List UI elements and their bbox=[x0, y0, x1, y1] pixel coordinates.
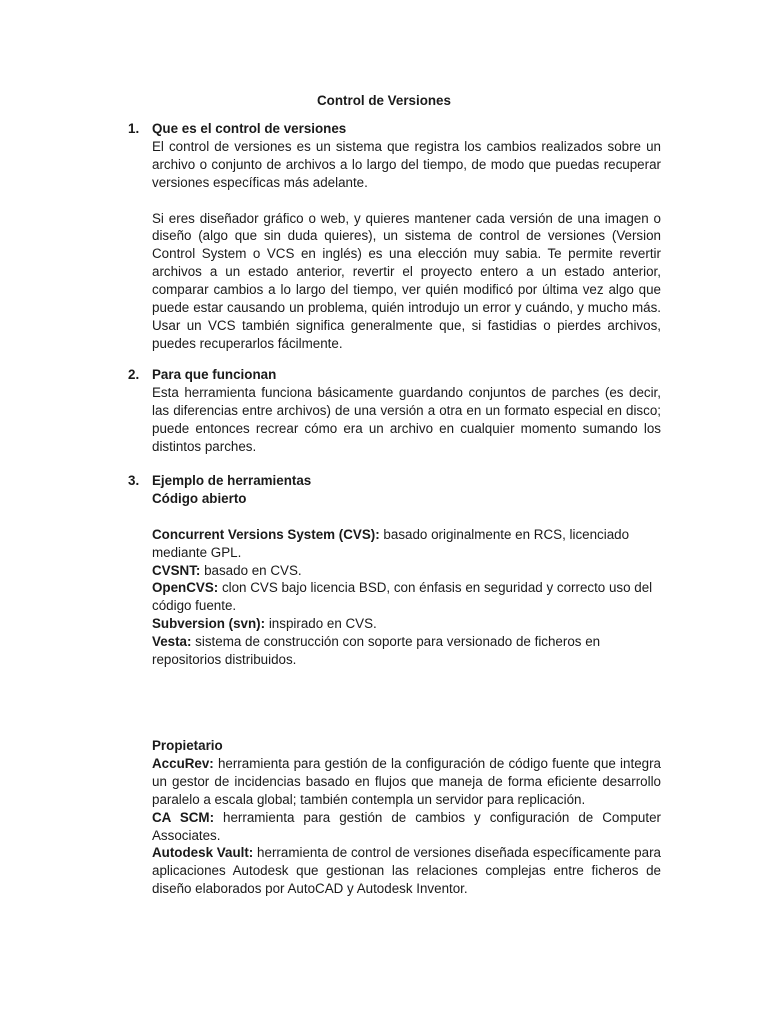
tool-desc: basado originalmente en RCS, licenciado mediante GPL. bbox=[152, 526, 630, 560]
section-body bbox=[152, 737, 661, 898]
paragraph: El control de versiones es un sistema que registra los cambios realizados sobre un archivo o conjunto de archivos a lo largo del tiempo, de modo que puedas recuperar versiones específicas más adelante. bbox=[152, 138, 661, 190]
tool-entry bbox=[152, 579, 661, 615]
section-number: 3. bbox=[128, 473, 140, 488]
tool-desc: herramienta de control de versiones diseñada específicamente para aplicaciones Autodesk que gestionan las relaciones complejas entre ficheros de diseño elaborados por AutoCAD y Autodesk Inventor. bbox=[152, 845, 661, 897]
tool-entry bbox=[152, 633, 661, 669]
tool-desc: inspirado en CVS. bbox=[265, 616, 377, 632]
tool-entry bbox=[152, 615, 661, 633]
section-heading: Que es el control de versiones bbox=[152, 121, 347, 136]
section-body bbox=[152, 472, 661, 669]
section-number: 1. bbox=[128, 121, 140, 136]
section-heading: Ejemplo de herramientas bbox=[152, 473, 312, 488]
tool-entry bbox=[152, 844, 661, 898]
tool-entry bbox=[152, 526, 661, 562]
tool-name: AccuRev: bbox=[152, 755, 214, 771]
section-number: 2. bbox=[128, 367, 140, 382]
tool-name: Vesta: bbox=[152, 634, 192, 650]
tool-name: OpenCVS: bbox=[152, 580, 219, 596]
tool-entry bbox=[152, 562, 661, 580]
paragraph: Esta herramienta funciona básicamente guardando conjuntos de parches (es decir, las diferencias entre archivos) de una versión a otra en un formato especial en disco; puede entonces recrear cómo era un archivo en cualquier momento sumando los distintos parches. bbox=[152, 384, 661, 454]
section-body bbox=[152, 366, 661, 456]
section-body bbox=[152, 120, 661, 353]
section-heading: Para que funcionan bbox=[152, 367, 277, 382]
tool-desc: basado en CVS. bbox=[200, 562, 302, 578]
tool-name: Subversion (svn): bbox=[152, 616, 266, 632]
document-title: Control de Versiones bbox=[317, 93, 451, 108]
tool-name: Concurrent Versions System (CVS): bbox=[152, 526, 380, 542]
tool-desc: herramienta para gestión de la configuración de código fuente que integra un gestor de incidencias basado en flujos que maneja de forma eficiente desarrollo paralelo a escala global; también contempla un servidor para replicación. bbox=[152, 755, 661, 807]
tool-name: Autodesk Vault: bbox=[152, 845, 254, 861]
subheading-open-source: Código abierto bbox=[152, 490, 247, 506]
open-source-list bbox=[152, 526, 661, 669]
proprietary-list bbox=[152, 755, 661, 898]
tool-name: CA SCM: bbox=[152, 809, 215, 825]
tool-name: CVSNT: bbox=[152, 562, 201, 578]
tool-desc: herramienta para gestión de cambios y configuración de Computer Associates. bbox=[152, 809, 661, 843]
tool-entry bbox=[152, 809, 661, 845]
tool-desc: clon CVS bajo licencia BSD, con énfasis en seguridad y correcto uso del código fuente. bbox=[152, 580, 653, 614]
subheading-proprietary: Propietario bbox=[152, 738, 223, 753]
paragraph: Si eres diseñador gráfico o web, y quieres mantener cada versión de una imagen o diseño (algo que sin duda quieres), un sistema de control de versiones (Version Control System o VCS en inglés) es una elección muy sabia. Te permite revertir archivos a un estado anterior, revertir el proyecto entero a un estado anterior, comparar cambios a lo largo del tiempo, ver quién modificó por última vez algo que puede estar causando un problema, quién introdujo un error y cuándo, y mucho más. Usar un VCS también significa generalmente que, si fastidias o pierdes archivos, puedes recuperarlos fácilmente. bbox=[152, 210, 661, 351]
tool-desc: sistema de construcción con soporte para versionado de ficheros en repositorios distribuidos. bbox=[152, 634, 601, 668]
tool-entry bbox=[152, 755, 661, 809]
